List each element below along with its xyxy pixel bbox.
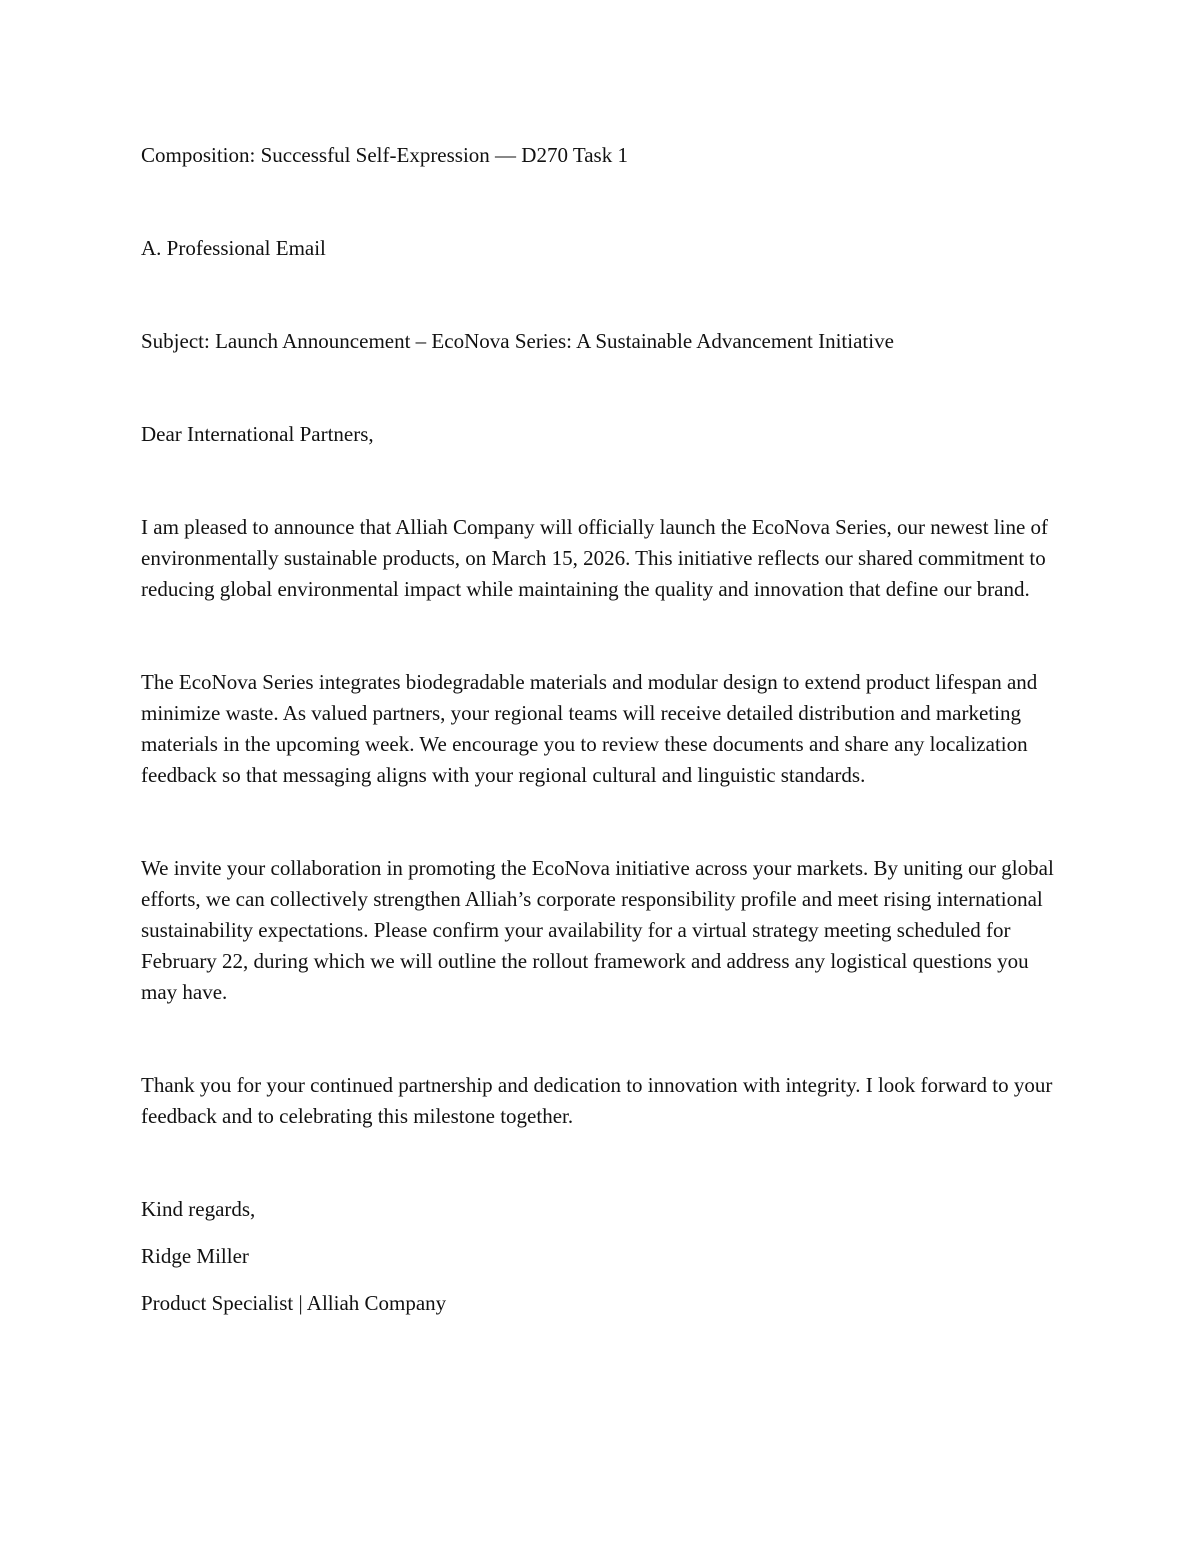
email-paragraph-3: We invite your collaboration in promoting the EcoNova initiative across your markets. By uniting our global efforts, we can collectively strengthen Alliah’s corporate responsibility profile and meet rising international sustainability expectations. Please confirm your availability for a virtual strategy meeting scheduled for February 22, during which we will outline the rollout framework and address any logistical questions you may have. <box>141 856 1054 1004</box>
section-heading: A. Professional Email <box>141 236 326 260</box>
signature-name: Ridge Miller <box>141 1244 249 1268</box>
email-paragraph-1: I am pleased to announce that Alliah Company will officially launch the EcoNova Series, our newest line of environmentally sustainable products, on March 15, 2026. This initiative reflects our shared commitment to reducing global environmental impact while maintaining the quality and innovation that define our brand. <box>141 515 1049 601</box>
email-salutation: Dear International Partners, <box>141 422 374 446</box>
email-paragraph-4: Thank you for your continued partnership and dedication to innovation with integrity. I look forward to your feedback and to celebrating this milestone together. <box>141 1073 1053 1128</box>
email-closing: Kind regards, <box>141 1197 256 1221</box>
signature-title: Product Specialist | Alliah Company <box>141 1291 447 1315</box>
document-title: Composition: Successful Self-Expression — D270 Task 1 <box>141 143 628 167</box>
email-subject: Subject: Launch Announcement – EcoNova Series: A Sustainable Advancement Initiative <box>141 329 894 353</box>
document-page <box>141 140 1061 1335</box>
email-paragraph-2: The EcoNova Series integrates biodegradable materials and modular design to extend product lifespan and minimize waste. As valued partners, your regional teams will receive detailed distribution and marketing materials in the upcoming week. We encourage you to review these documents and share any localization feedback so that messaging aligns with your regional cultural and linguistic standards. <box>141 670 1038 787</box>
